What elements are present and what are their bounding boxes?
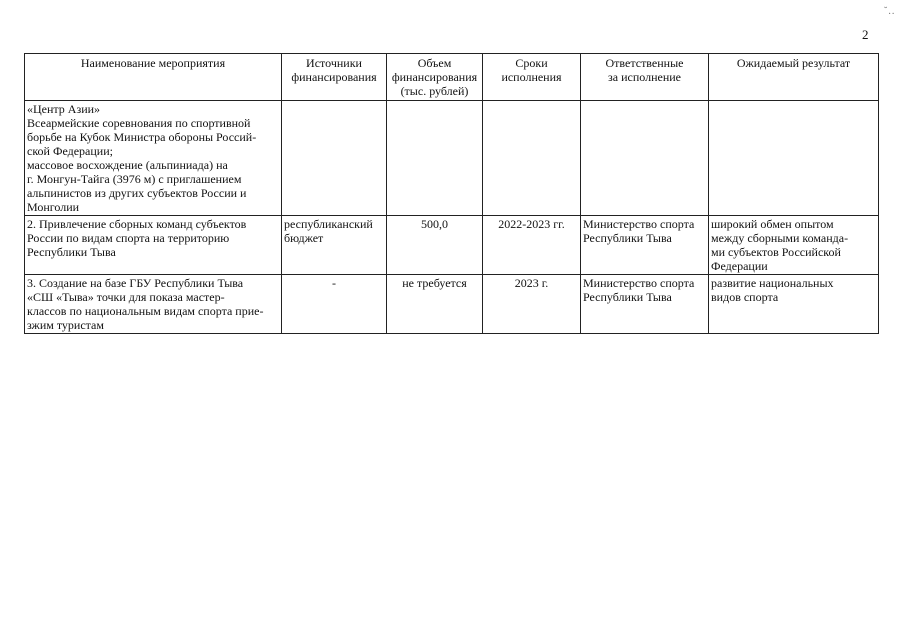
header-event-name xyxy=(25,54,282,101)
cell-expected-result xyxy=(709,216,879,275)
header-line: Источники xyxy=(306,56,362,70)
text-line: альпинистов из других субъектов России и xyxy=(27,186,247,200)
cell-funding-volume: не требуется xyxy=(387,275,483,334)
text-line: Монголии xyxy=(27,200,80,214)
events-table xyxy=(24,53,879,334)
text-line: Всеармейские соревнования по спортивной xyxy=(27,116,251,130)
header-line: исполнения xyxy=(501,70,562,84)
cell-event-name xyxy=(25,216,282,275)
cell-term: 2022-2023 гг. xyxy=(483,216,581,275)
header-line: Ожидаемый результат xyxy=(736,56,851,70)
text-line: бюджет xyxy=(284,231,324,245)
text-line: «СШ «Тыва» точки для показа мастер- xyxy=(27,290,225,304)
table-row xyxy=(25,275,879,334)
text-line: массовое восхождение (альпиниада) на xyxy=(27,158,228,172)
header-line: за исполнение xyxy=(608,70,681,84)
header-line: (тыс. рублей) xyxy=(400,84,469,98)
cell-funding-source xyxy=(282,275,387,334)
text-line: широкий обмен опытом xyxy=(711,217,834,231)
cell-expected-result xyxy=(709,275,879,334)
header-line: Наименование мероприятия xyxy=(80,56,226,70)
text-line: видов спорта xyxy=(711,290,779,304)
cell-event-name xyxy=(25,101,282,216)
header-expected-result xyxy=(709,54,879,101)
header-funding-volume xyxy=(387,54,483,101)
text-line: классов по национальным видам спорта прие- xyxy=(27,304,264,318)
header-funding-source xyxy=(282,54,387,101)
cell-funding-source xyxy=(282,216,387,275)
page-number: 2 xyxy=(862,27,869,42)
cell-term: 2023 г. xyxy=(483,275,581,334)
text-line: г. Монгун-Тайга (3976 м) с приглашением xyxy=(27,172,242,186)
table-row xyxy=(25,101,879,216)
cell-expected-result xyxy=(709,101,879,216)
cell-funding-volume: 500,0 xyxy=(387,216,483,275)
text-line: республиканский xyxy=(284,217,373,231)
cell-funding-volume xyxy=(387,101,483,216)
header-responsible xyxy=(581,54,709,101)
text-line: борьбе на Кубок Министра обороны Россий- xyxy=(27,130,257,144)
text-line: России по видам спорта на территорию xyxy=(27,231,230,245)
text-line: развитие национальных xyxy=(711,276,834,290)
header-line: Объем xyxy=(417,56,452,70)
text-line: Министерство спорта xyxy=(583,276,695,290)
text-line: Республики Тыва xyxy=(583,231,672,245)
table-header-row xyxy=(25,54,879,101)
text-line: ской Федерации; xyxy=(27,144,113,158)
header-line: Ответственные xyxy=(605,56,684,70)
text-line: Министерство спорта xyxy=(583,217,695,231)
header-term xyxy=(483,54,581,101)
text-line: Федерации xyxy=(711,259,768,273)
cell-event-name xyxy=(25,275,282,334)
header-line: финансирования xyxy=(291,70,377,84)
cell-term xyxy=(483,101,581,216)
cell-funding-source xyxy=(282,101,387,216)
corner-mark: ˘.. xyxy=(884,6,896,17)
cell-responsible xyxy=(581,216,709,275)
text-line: 3. Создание на базе ГБУ Республики Тыва xyxy=(27,276,244,290)
text-line: Республики Тыва xyxy=(583,290,672,304)
text-line: - xyxy=(332,276,336,290)
text-line: 2. Привлечение сборных команд субъектов xyxy=(27,217,247,231)
text-line: Республики Тыва xyxy=(27,245,116,259)
table-row xyxy=(25,216,879,275)
text-line: ми субъектов Российской xyxy=(711,245,841,259)
text-line: зжим туристам xyxy=(27,318,104,332)
cell-responsible xyxy=(581,101,709,216)
text-line: между сборными команда- xyxy=(711,231,849,245)
cell-responsible xyxy=(581,275,709,334)
header-line: финансирования xyxy=(391,70,478,84)
header-line: Сроки xyxy=(515,56,548,70)
text-line: «Центр Азии» xyxy=(27,102,101,116)
